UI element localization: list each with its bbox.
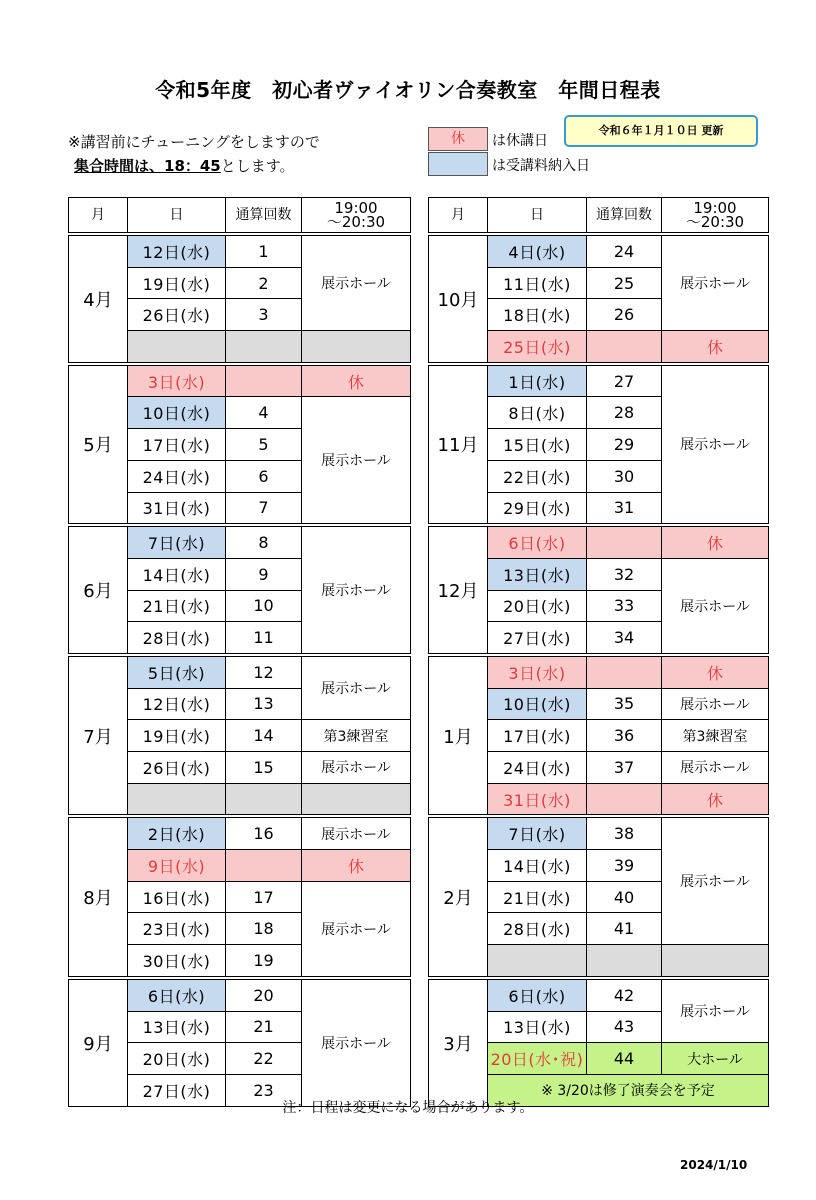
count-cell: 27: [587, 365, 662, 397]
empty-cell: [226, 331, 302, 363]
document-date: 2024/1/10: [680, 1158, 748, 1172]
count-cell: 34: [587, 622, 662, 654]
empty-cell: [302, 331, 411, 363]
count-cell: 8: [226, 527, 302, 559]
header-row: [69, 198, 411, 233]
day-cell: 17日(水): [488, 720, 587, 752]
table-row: [69, 818, 411, 850]
day-cell: 3日(水): [128, 365, 226, 397]
count-cell: 13: [226, 688, 302, 720]
month-label: 8月: [69, 818, 128, 976]
header-day: 日: [488, 198, 587, 233]
count-cell: 24: [587, 236, 662, 268]
month-label: 11月: [429, 365, 488, 523]
legend-holiday-box: 休: [428, 127, 488, 151]
count-cell: 40: [587, 881, 662, 913]
count-cell: 35: [587, 688, 662, 720]
place-cell: 展示ホール: [662, 558, 769, 653]
holiday-cell: 休: [302, 365, 411, 397]
place-cell: 展示ホール: [302, 881, 411, 976]
place-cell: 展示ホール: [302, 527, 411, 654]
day-cell: 4日(水): [488, 236, 587, 268]
month-label: 5月: [69, 365, 128, 523]
count-cell: 1: [226, 236, 302, 268]
day-cell: 5日(水): [128, 656, 226, 688]
table-row: [429, 979, 769, 1011]
day-cell: 17日(水): [128, 429, 226, 461]
table-row: [69, 979, 411, 1011]
day-cell: 14日(水): [488, 850, 587, 882]
holiday-cell: 休: [662, 783, 769, 815]
count-cell: 17: [226, 881, 302, 913]
count-cell: 25: [587, 267, 662, 299]
day-cell: 6日(水): [488, 527, 587, 559]
footnote: 注：日程は変更になる場合があります。: [282, 1100, 534, 1116]
count-cell: 2: [226, 267, 302, 299]
day-cell: 22日(水): [488, 460, 587, 492]
place-cell: 展示ホール: [662, 979, 769, 1042]
day-cell: 10日(水): [488, 688, 587, 720]
day-cell: 29日(水): [488, 492, 587, 524]
day-cell: 7日(水): [128, 527, 226, 559]
month-label: 10月: [429, 236, 488, 363]
header-month: 月: [429, 198, 488, 233]
month-label: 4月: [69, 236, 128, 363]
place-cell: 展示ホール: [302, 818, 411, 850]
day-cell: 13日(水): [128, 1011, 226, 1043]
count-cell: 26: [587, 299, 662, 331]
count-cell: 12: [226, 656, 302, 688]
place-cell: 第3練習室: [662, 720, 769, 752]
count-cell: 29: [587, 429, 662, 461]
count-cell: [587, 783, 662, 815]
count-cell: 22: [226, 1043, 302, 1075]
table-row: [69, 236, 411, 268]
header-row: [429, 198, 769, 233]
header-month: 月: [69, 198, 128, 233]
table-row: [429, 818, 769, 850]
meeting-time-rest: とします。: [220, 157, 295, 175]
count-cell: 15: [226, 752, 302, 784]
count-cell: [587, 656, 662, 688]
place-cell: 展示ホール: [662, 688, 769, 720]
day-cell: 19日(水): [128, 720, 226, 752]
month-label: 12月: [429, 527, 488, 654]
empty-cell: [302, 783, 411, 815]
updated-badge: 令和６年１月１０日 更新: [564, 115, 758, 147]
month-label: 1月: [429, 656, 488, 814]
count-cell: 5: [226, 429, 302, 461]
count-cell: 37: [587, 752, 662, 784]
day-cell: 18日(水): [488, 299, 587, 331]
count-cell: 28: [587, 397, 662, 429]
day-cell: 31日(水): [128, 492, 226, 524]
place-cell: 展示ホール: [662, 236, 769, 331]
day-cell: 31日(水): [488, 783, 587, 815]
empty-cell: [587, 945, 662, 977]
day-cell: 10日(水): [128, 397, 226, 429]
count-cell: 31: [587, 492, 662, 524]
month-label: 6月: [69, 527, 128, 654]
count-cell: [226, 850, 302, 882]
place-cell: 大ホール: [662, 1043, 769, 1075]
day-cell: 8日(水): [488, 397, 587, 429]
day-cell: 13日(水): [488, 558, 587, 590]
meeting-time-note: [74, 155, 295, 176]
header-time: 19:00 ～20:30: [302, 198, 411, 233]
holiday-cell: 休: [302, 850, 411, 882]
empty-cell: [662, 945, 769, 977]
place-cell: 展示ホール: [662, 818, 769, 945]
table-row: [429, 527, 769, 559]
count-cell: 42: [587, 979, 662, 1011]
day-cell: 20日(水･祝): [488, 1043, 587, 1075]
meeting-time: 集合時間は、18：45: [74, 157, 221, 175]
day-cell: 24日(水): [128, 460, 226, 492]
day-cell: 23日(水): [128, 913, 226, 945]
day-cell: 6日(水): [488, 979, 587, 1011]
place-cell: 展示ホール: [302, 979, 411, 1106]
legend-holiday-text: は休講日: [492, 133, 548, 149]
month-label: 3月: [429, 979, 488, 1106]
tuning-note: ※講習前にチューニングをしますので: [68, 133, 320, 151]
count-cell: 16: [226, 818, 302, 850]
day-cell: 20日(水): [488, 590, 587, 622]
count-cell: 10: [226, 590, 302, 622]
count-cell: 44: [587, 1043, 662, 1075]
day-cell: 26日(水): [128, 752, 226, 784]
empty-cell: [128, 783, 226, 815]
header-day: 日: [128, 198, 226, 233]
count-cell: [587, 527, 662, 559]
place-cell: 展示ホール: [302, 752, 411, 784]
day-cell: 25日(水): [488, 331, 587, 363]
day-cell: 19日(水): [128, 267, 226, 299]
table-row: [69, 527, 411, 559]
day-cell: 30日(水): [128, 945, 226, 977]
header-count: 通算回数: [226, 198, 302, 233]
month-label: 9月: [69, 979, 128, 1106]
header-time: 19:00 ～20:30: [662, 198, 769, 233]
count-cell: 32: [587, 558, 662, 590]
holiday-cell: 休: [662, 656, 769, 688]
concert-note: ※ 3/20は修了演奏会を予定: [488, 1074, 769, 1106]
day-cell: 20日(水): [128, 1043, 226, 1075]
schedule-table-left: [68, 197, 411, 1107]
day-cell: 6日(水): [128, 979, 226, 1011]
day-cell: 28日(水): [488, 913, 587, 945]
day-cell: 26日(水): [128, 299, 226, 331]
holiday-cell: 休: [662, 527, 769, 559]
count-cell: 39: [587, 850, 662, 882]
count-cell: 38: [587, 818, 662, 850]
count-cell: 30: [587, 460, 662, 492]
day-cell: 13日(水): [488, 1011, 587, 1043]
place-cell: 展示ホール: [662, 752, 769, 784]
count-cell: 7: [226, 492, 302, 524]
day-cell: 9日(水): [128, 850, 226, 882]
day-cell: 27日(水): [128, 1074, 226, 1106]
count-cell: 20: [226, 979, 302, 1011]
day-cell: 12日(水): [128, 688, 226, 720]
table-row: [429, 656, 769, 688]
place-cell: 展示ホール: [302, 656, 411, 719]
day-cell: 27日(水): [488, 622, 587, 654]
header-count: 通算回数: [587, 198, 662, 233]
table-row: [69, 656, 411, 688]
place-cell: 展示ホール: [302, 236, 411, 331]
empty-cell: [128, 331, 226, 363]
count-cell: 21: [226, 1011, 302, 1043]
legend-fee-box: [428, 152, 488, 176]
count-cell: 18: [226, 913, 302, 945]
count-cell: [226, 365, 302, 397]
count-cell: [587, 331, 662, 363]
day-cell: 2日(水): [128, 818, 226, 850]
day-cell: 1日(水): [488, 365, 587, 397]
count-cell: 6: [226, 460, 302, 492]
count-cell: 9: [226, 558, 302, 590]
count-cell: 41: [587, 913, 662, 945]
legend-fee-text: は受講料納入日: [492, 158, 590, 174]
day-cell: 7日(水): [488, 818, 587, 850]
day-cell: 14日(水): [128, 558, 226, 590]
count-cell: 4: [226, 397, 302, 429]
table-row: [429, 236, 769, 268]
day-cell: 16日(水): [128, 881, 226, 913]
table-row: [69, 365, 411, 397]
day-cell: 15日(水): [488, 429, 587, 461]
empty-cell: [226, 783, 302, 815]
count-cell: 36: [587, 720, 662, 752]
day-cell: 12日(水): [128, 236, 226, 268]
day-cell: 3日(水): [488, 656, 587, 688]
day-cell: 24日(水): [488, 752, 587, 784]
table-row: [429, 365, 769, 397]
count-cell: 14: [226, 720, 302, 752]
count-cell: 43: [587, 1011, 662, 1043]
count-cell: 11: [226, 622, 302, 654]
count-cell: 23: [226, 1074, 302, 1106]
count-cell: 19: [226, 945, 302, 977]
day-cell: 28日(水): [128, 622, 226, 654]
month-label: 2月: [429, 818, 488, 976]
place-cell: 展示ホール: [662, 365, 769, 523]
day-cell: 21日(水): [128, 590, 226, 622]
place-cell: 展示ホール: [302, 397, 411, 524]
count-cell: 33: [587, 590, 662, 622]
schedule-table-right: [428, 197, 769, 1107]
place-cell: 第3練習室: [302, 720, 411, 752]
empty-cell: [488, 945, 587, 977]
day-cell: 21日(水): [488, 881, 587, 913]
day-cell: 11日(水): [488, 267, 587, 299]
page-title: 令和5年度 初心者ヴァイオリン合奏教室 年間日程表: [155, 78, 661, 102]
month-label: 7月: [69, 656, 128, 814]
holiday-cell: 休: [662, 331, 769, 363]
count-cell: 3: [226, 299, 302, 331]
